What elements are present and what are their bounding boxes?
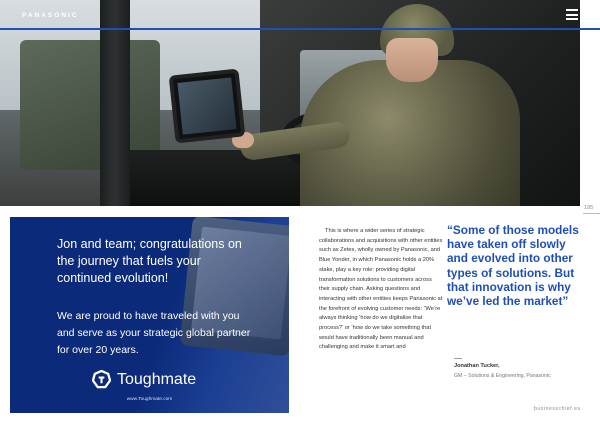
ad-url[interactable]: www.Toughmate.com bbox=[126, 397, 173, 402]
footer-website[interactable]: businesschief.eu bbox=[534, 406, 581, 412]
ad-subtext: We are proud to have traveled with you and serve as your strategic global partner for over 20 years. bbox=[57, 310, 251, 356]
header-accent-bar bbox=[0, 28, 600, 30]
quote-attribution-role: GM – Solutions & Engineering, Panasonic bbox=[454, 373, 551, 379]
hero-photo bbox=[0, 0, 580, 206]
brand-name: PANASONIC bbox=[22, 12, 79, 19]
toughmate-logo-icon bbox=[92, 370, 111, 389]
page-number: 195 bbox=[584, 205, 594, 211]
pull-quote: “Some of those models have taken off slowly and evolved into other types of solutions. But that innovation is why we’ve led the market” bbox=[447, 223, 579, 309]
quote-attribution-name: Jonathan Tucker, bbox=[454, 363, 500, 369]
ad-logo bbox=[92, 370, 196, 389]
ad-logo-text: Toughmate bbox=[117, 370, 197, 388]
article-paragraph: This is where a wider series of strategic collaborations and acquisitions with other entities such as Zetes, wholly owned by Panasonic, and Blue Yonder, in which Panasonic holds a 20% stake, play a key role: providing digital transformation solutions to customers across their supply chain. Asking questions and interacting with other entities keeps Panasonic at the forefront of evolving customer needs: “We’re always thinking ‘how do we digitalise that process?’ or ‘how do we take something that would have traditionally been manual and challenging and make it smart and bbox=[319, 228, 443, 351]
page-number-divider bbox=[583, 213, 600, 214]
article-body bbox=[319, 227, 443, 353]
toughmate-advertisement[interactable] bbox=[10, 217, 289, 413]
hamburger-menu-icon[interactable] bbox=[566, 9, 578, 20]
quote-divider bbox=[454, 358, 462, 359]
photo-door-frame bbox=[100, 0, 130, 206]
photo-face bbox=[386, 38, 438, 82]
ad-headline: Jon and team; congratulations on the journey that fuels your continued evolution! bbox=[57, 237, 242, 285]
photo-rugged-tablet bbox=[169, 69, 246, 144]
